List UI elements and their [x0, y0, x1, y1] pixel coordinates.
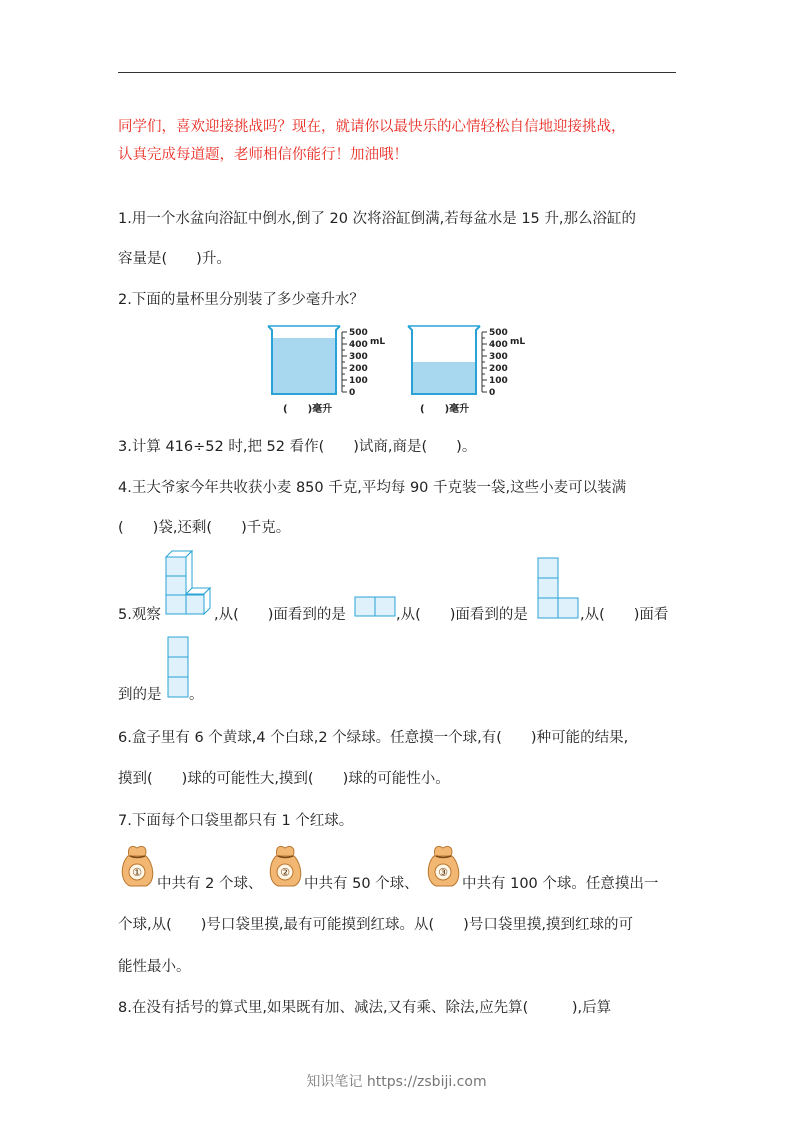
intro-line-1: 同学们，喜欢迎接挑战吗？现在，就请你以最快乐的心情轻松自信地迎接挑战，: [118, 119, 626, 135]
q7-line-4: 能性最小。: [118, 959, 191, 975]
q4-line-2: ( )袋,还剩( )千克。: [118, 520, 291, 536]
view-l-shape: [537, 557, 579, 619]
footer-watermark: 知识笔记 https://zsbiji.com: [306, 1074, 487, 1090]
beaker-1-scale-label: 0: [349, 388, 356, 398]
beaker-2-unit: mL: [510, 337, 526, 347]
q5-text-f: 。: [189, 687, 204, 703]
beaker-2-scale-label: 400: [489, 340, 508, 350]
beaker-1-scale-label: 200: [349, 364, 368, 374]
q6-line-1: 6.盒子里有 6 个黄球,4 个白球,2 个绿球。任意摸一个球,有( )种可能的结果,: [118, 730, 629, 746]
beaker-2-scale-label: 500: [489, 328, 508, 338]
beaker-2-scale-label: 0: [489, 388, 496, 398]
beaker-2-water: [413, 362, 475, 394]
beaker-1-scale-label: 500: [349, 328, 368, 338]
bag-number-label: ①: [132, 866, 142, 879]
header-rule: [118, 72, 676, 73]
beaker-2-caption: ( )毫升: [420, 404, 470, 415]
q4-line-1: 4.王大爷家今年共收获小麦 850 千克,平均每 90 千克装一袋,这些小麦可以装满: [118, 480, 627, 496]
beaker-1-caption: ( )毫升: [283, 404, 333, 415]
q7-text-a: 中共有 2 个球、: [157, 876, 263, 892]
view-two-squares: [354, 596, 396, 618]
bag-2: [266, 842, 304, 892]
view-column: [167, 636, 189, 698]
q7-line-3: 个球,从( )号口袋里摸,最有可能摸到红球。从( )号口袋里摸,摸到红球的可: [118, 917, 633, 933]
beaker-2-scale-label: 100: [489, 376, 508, 386]
beaker-1-water: [273, 338, 335, 394]
bag-1-icon: [118, 842, 156, 888]
beaker-1: [268, 326, 385, 398]
q2-text: 2.下面的量杯里分别装了多少毫升水？: [118, 292, 364, 308]
beaker-2-scale-label: 300: [489, 352, 508, 362]
beaker-2-scale-label: 200: [489, 364, 508, 374]
q7-text-c: 中共有 100 个球。任意摸出一: [462, 876, 659, 892]
beaker-2: [408, 326, 525, 398]
beaker-1-scale-label: 400: [349, 340, 368, 350]
q5-text-b: ,从( )面看到的是: [214, 607, 346, 623]
bag-1: [118, 842, 156, 892]
q1-line-2: 容量是( )升。: [118, 251, 231, 267]
intro-line-2: 认真完成每道题，老师相信你能行！加油哦！: [118, 147, 408, 163]
bag-3: [424, 842, 462, 892]
intro-text: [118, 113, 678, 169]
bag-2-icon: [266, 842, 304, 888]
q6-line-2: 摸到( )球的可能性大,摸到( )球的可能性小。: [118, 771, 450, 787]
bag-number-label: ②: [280, 866, 290, 879]
cube-3d-figure: [163, 549, 215, 619]
q5-text-c: ,从( )面看到的是: [396, 607, 528, 623]
beaker-1-scale-label: 100: [349, 376, 368, 386]
q5-text-e: 到的是: [118, 687, 162, 703]
bag-3-icon: [424, 842, 462, 888]
q5-text-a: 5.观察: [118, 607, 161, 623]
q7-text-b: 中共有 50 个球、: [304, 876, 419, 892]
q1-line-1: 1.用一个水盆向浴缸中倒水,倒了 20 次将浴缸倒满,若每盆水是 15 升,那么浴缸的: [118, 211, 636, 227]
q8-text: 8.在没有括号的算式里,如果既有加、减法,又有乘、除法,应先算( ),后算: [118, 1000, 612, 1016]
q5-text-d: ,从( )面看: [580, 607, 669, 623]
bag-number-label: ③: [438, 866, 448, 879]
q7-line-1: 7.下面每个口袋里都只有 1 个红球。: [118, 813, 354, 829]
q3-text: 3.计算 416÷52 时,把 52 看作( )试商,商是( )。: [118, 439, 477, 455]
beaker-1-scale-label: 300: [349, 352, 368, 362]
beaker-1-unit: mL: [370, 337, 386, 347]
